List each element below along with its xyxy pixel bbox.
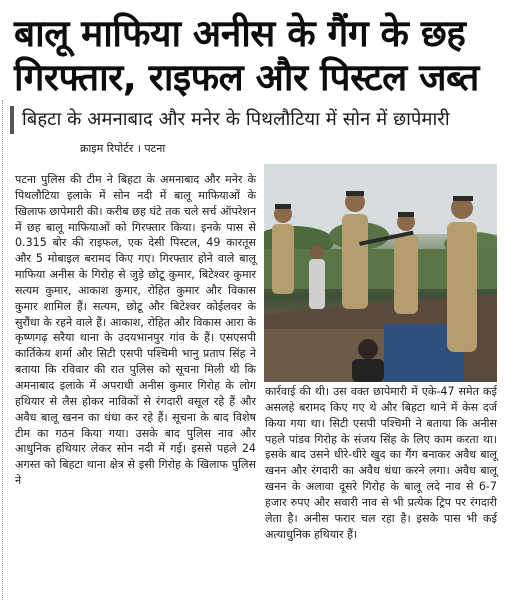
column-rule (2, 100, 9, 600)
byline: क्राइम रिपोर्टर । पटना (80, 142, 166, 155)
article-text-left: पटना पुलिस की टीम ने बिहटा के अमनाबाद और मनेर के पिथलौटिया इलाके में सोन नदी में बालू माफियाओं के खिलाफ छापेमारी की। करीब छह घंटे तक चले सर्च ऑपरेशन में छह बालू माफियाओं को गिरफ्तार किया। इनके पास से 0.315 बोर की राइफल, एक देसी पिस्टल, 49 कारतूस और 5 मोबाइल बरामद किए गए। गिरफ्तार होने वाले बालू माफिया अनीस के गिरोह से जुड़े छोटू कुमार, बिटेश्वर कुमार सत्यम कुमार, आकाश कुमार, रोहित कुमार और विकास कुमार शामिल हैं। सत्यम, छोटू और बिटेश्वर कोईलवर के सुरौंधा के रहने वाले हैं। आकाश, रोहित और विकास आरा के कृष्णगढ़ सरैया थाना के उदयभानपुर गांव के हैं। एसएसपी कार्तिकेय शर्मा और सिटी एसपी पश्चिमी भानु प्रताप सिंह ने बताया कि रविवार की रात पुलिस को सूचना मिली थी कि अमनाबाद इलाके में अपराधी अनीस कुमार गिरोह के लोग हथियार से लैस होकर नाविकों से रंगदारी वसूल रहे हैं और अवैध बालू खनन का धंधा कर रहे हैं। सूचना के बाद विशेष टीम का गठन किया गया। उसके बाद पुलिस नाव और आधुनिक हथियार लेकर सोन नदी में गई। इससे पहले 24 अगस्त को बिहटा थाना क्षेत्र से इसी गिरोह के खिलाफ पुलिस ने (15, 173, 256, 488)
article-text-right: कार्रवाई की थी। उस वक्त छापेमारी में एके-47 समेत कई असलहे बरामद किए गए थे और बिहटा थाने में केस दर्ज किया गया था। सिटी एसपी पश्चिमी ने बताया कि अनीस पहले पांडव गिरोह के संजय सिंह के लिए काम करता था। इसके बाद उसने धीरे-धीरे खुद का गैंग बनाकर अवैध बालू खनन और रंगदारी का अवैध धंधा करने लगा। अवैध बालू खनन के अलावा दूसरे गिरोह के बालू लदे नाव से 6-7 हजार रुपए और सवारी नाव से भी प्रत्येक ट्रिप पर रंगदारी लेता है। अनीस फरार चल रहा है। इसके पास भी कई अत्याधुनिक हथियार हैं। (265, 385, 497, 541)
news-photo (264, 164, 497, 382)
headline-line-2: गिरफ्तार, राइफल और पिस्टल जब्त (14, 56, 479, 99)
article-column-left (15, 172, 256, 489)
photo-illustration (264, 164, 497, 382)
article-column-right (265, 384, 497, 542)
headline-line-1: बालू माफिया अनीस के गैंग के छह (14, 12, 466, 55)
subheadline: बिहटा के अमनाबाद और मनेर के पिथलौटिया में सोन में छापेमारी (10, 106, 528, 134)
headline (14, 12, 514, 100)
